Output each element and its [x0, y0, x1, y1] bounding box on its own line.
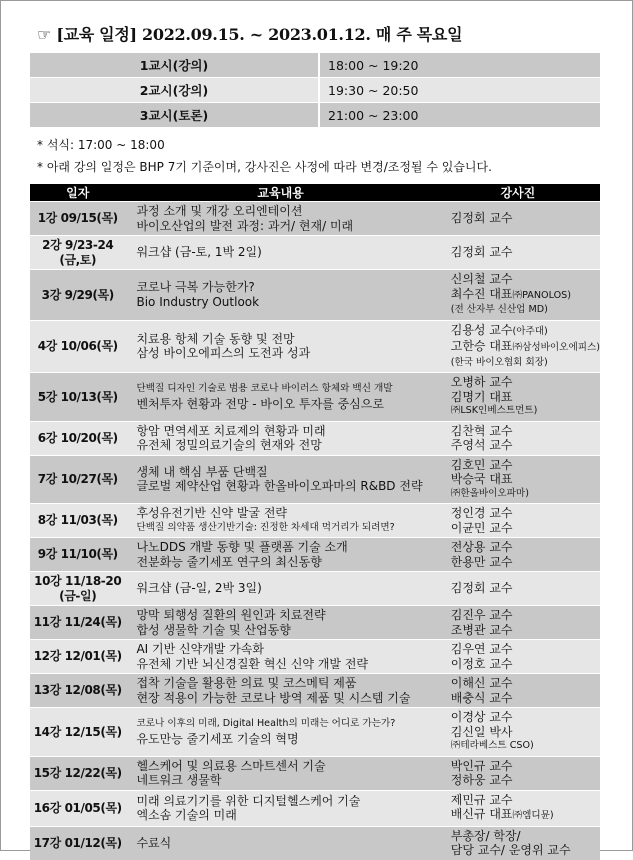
- date-line: 13강 12/08(목): [33, 683, 122, 698]
- table-row: [30, 708, 600, 757]
- instructor-name: 김신일 박사: [450, 724, 513, 739]
- content-line: 전분화능 줄기세포 연구의 최신동향: [136, 554, 322, 569]
- session-instructors: [436, 455, 600, 504]
- header-instructors: 강사진: [436, 184, 600, 202]
- session-content: [125, 640, 435, 674]
- instructor-name: 신의철 교수: [450, 272, 513, 286]
- content-line: 나노DDS 개발 동향 및 플랫폼 기술 소개: [136, 540, 348, 554]
- meal-note: * 석식: 17:00 ~ 18:00: [37, 138, 165, 152]
- session-instructors: [436, 538, 600, 572]
- instructor-line: [451, 339, 600, 356]
- table-row: [30, 826, 600, 860]
- period-row: [30, 103, 600, 128]
- session-date: [30, 455, 125, 504]
- table-row: [30, 538, 600, 572]
- session-instructors: [436, 572, 600, 606]
- period-name: 1교시(강의): [30, 53, 319, 78]
- instructor-name: 김호민 교수: [450, 457, 513, 472]
- session-content: [125, 606, 435, 640]
- instructor-line: [451, 623, 600, 638]
- instructor-line: [451, 725, 600, 740]
- content-line: 미래 의료기기를 위한 디지털헬스케어 기술: [136, 793, 361, 808]
- instructor-name: ㈜한올바이오파마): [450, 487, 529, 499]
- content-line: 현장 적용이 가능한 코로나 방역 제품 및 시스템 기술: [136, 690, 411, 705]
- session-content: [125, 790, 435, 826]
- instructor-line: [451, 390, 600, 405]
- period-row: [30, 78, 600, 103]
- instructor-line: [451, 793, 600, 808]
- content-line: 벤처투자 현황과 전망 - 바이오 투자를 중심으로: [136, 396, 384, 411]
- date-line: 1강 09/15(목): [37, 211, 118, 226]
- period-table: [30, 53, 600, 128]
- instructor-line: [451, 521, 600, 536]
- table-row: [30, 421, 600, 455]
- instructor-name: 전상용 교수: [450, 540, 513, 554]
- content-line: AI 기반 신약개발 가속화: [136, 642, 264, 656]
- session-instructors: [436, 606, 600, 640]
- instructor-line: [451, 555, 600, 570]
- session-instructors: [436, 756, 600, 790]
- date-line: 10강 11/18-20: [34, 574, 122, 588]
- instructor-name: 김우연 교수: [450, 642, 513, 656]
- pointing-hand-icon: ☞: [37, 25, 52, 44]
- session-instructors: [436, 421, 600, 455]
- session-content: [125, 455, 435, 504]
- instructor-line: [451, 487, 600, 502]
- instructor-line: [451, 829, 600, 844]
- date-line: 16강 01/05(목): [33, 800, 122, 815]
- instructor-affiliation: ㈜엠디뮨): [512, 810, 554, 821]
- instructor-name: 김정회 교수: [450, 581, 513, 596]
- instructor-name: 담당 교수/ 운영위 교수: [450, 843, 571, 857]
- period-time: 21:00 ~ 23:00: [319, 103, 600, 128]
- period-name: 2교시(강의): [30, 78, 319, 103]
- table-row: [30, 373, 600, 422]
- schedule-header: [30, 184, 600, 202]
- date-line: 11강 11/24(목): [33, 615, 122, 630]
- session-date: [30, 504, 125, 538]
- session-date: [30, 421, 125, 455]
- instructor-name: 김찬혁 교수: [450, 423, 513, 438]
- content-line: 항암 면역세포 치료제의 현황과 미래: [136, 423, 326, 438]
- session-instructors: [436, 790, 600, 826]
- table-row: [30, 504, 600, 538]
- instructor-line: [451, 211, 600, 226]
- session-date: [30, 674, 125, 708]
- instructor-line: [451, 287, 600, 304]
- table-row: [30, 606, 600, 640]
- table-row: [30, 674, 600, 708]
- date-line: (금,토): [59, 252, 97, 267]
- header-date: 일자: [30, 184, 125, 202]
- content-line: 유도만능 줄기세포 기술의 혁명: [136, 731, 299, 746]
- table-row: [30, 270, 600, 321]
- session-content: [125, 504, 435, 538]
- instructor-name: 부총장/ 학장/: [450, 828, 521, 843]
- header-content: 교육내용: [125, 184, 435, 202]
- instructor-name: 한용만 교수: [450, 554, 513, 569]
- session-date: [30, 320, 125, 373]
- content-line: 코로나 극복 가능한가?: [136, 280, 255, 295]
- session-content: [125, 674, 435, 708]
- schedule-note: * 아래 강의 일정은 BHP 7기 기준이며, 강사진은 사정에 따라 변경/조정될 수 있습니다.: [37, 160, 492, 174]
- instructor-line: [451, 691, 600, 706]
- instructor-name: 김진우 교수: [450, 608, 513, 622]
- content-line: 합성 생물학 기술 및 산업동향: [136, 622, 291, 637]
- content-line: Bio Industry Outlook: [136, 294, 260, 309]
- session-instructors: [436, 708, 600, 757]
- instructor-line: [451, 404, 600, 419]
- instructor-name: 오병하 교수: [450, 375, 513, 389]
- session-content: [125, 826, 435, 860]
- session-date: [30, 826, 125, 860]
- content-line: 헬스케어 및 의료용 스마트센서 기술: [136, 758, 326, 773]
- instructor-name: 이경상 교수: [450, 710, 513, 724]
- instructor-name: 배신규 대표: [450, 807, 513, 821]
- instructor-line: [451, 676, 600, 691]
- content-line: 유전체 정밀의료기술의 현재와 전망: [136, 438, 322, 452]
- date-line: 7강 10/27(목): [37, 472, 118, 486]
- content-line: 네트워크 생물학: [136, 773, 222, 787]
- session-content: [125, 538, 435, 572]
- instructor-line: [451, 303, 600, 318]
- instructor-line: [451, 458, 600, 473]
- period-row: [30, 53, 600, 78]
- instructor-line: [451, 843, 600, 858]
- instructor-line: [451, 323, 600, 340]
- instructor-affiliation: ㈜PANOLOS): [512, 289, 571, 301]
- date-line: 14강 12/15(목): [33, 724, 122, 739]
- instructor-line: [451, 581, 600, 596]
- content-line: 단백질 디자인 기술로 범용 코로나 바이러스 항체와 백신 개발: [136, 383, 393, 395]
- instructor-name: ㈜테라베스트 CSO): [450, 740, 534, 751]
- content-line: 수료식: [136, 835, 172, 850]
- session-content: [125, 572, 435, 606]
- content-line: 워크샵 (금-토, 1박 2일): [136, 245, 262, 260]
- instructor-line: [451, 245, 600, 260]
- instructor-name: 배충식 교수: [450, 690, 513, 705]
- instructor-line: [451, 424, 600, 439]
- session-instructors: [436, 236, 600, 270]
- instructor-line: [451, 807, 600, 824]
- session-content: [125, 236, 435, 270]
- table-row: [30, 756, 600, 790]
- instructor-affiliation: ㈜삼성바이오에피스): [512, 342, 600, 353]
- instructor-line: [451, 506, 600, 521]
- content-line: 글로벌 제약산업 현황과 한올바이오파마의 R&BD 전략: [136, 479, 423, 494]
- session-date: [30, 538, 125, 572]
- instructor-line: [451, 773, 600, 788]
- instructor-name: 정하웅 교수: [450, 773, 513, 787]
- session-date: [30, 202, 125, 236]
- instructor-line: [451, 739, 600, 754]
- date-line: 2강 9/23-24: [42, 238, 114, 252]
- instructor-name: 최수진 대표: [450, 286, 513, 301]
- table-row: [30, 790, 600, 826]
- session-date: [30, 708, 125, 757]
- session-date: [30, 236, 125, 270]
- session-instructors: [436, 373, 600, 422]
- instructor-name: 이정호 교수: [450, 656, 513, 671]
- table-row: [30, 320, 600, 373]
- session-instructors: [436, 504, 600, 538]
- session-content: [125, 270, 435, 321]
- table-row: [30, 640, 600, 674]
- page-title: [37, 22, 462, 45]
- session-instructors: [436, 674, 600, 708]
- instructor-line: [451, 759, 600, 774]
- session-instructors: [436, 640, 600, 674]
- schedule-table: [30, 184, 600, 860]
- date-line: 15강 12/22(목): [33, 765, 122, 780]
- instructor-line: [451, 657, 600, 672]
- instructor-name: ㈜LSK인베스트먼트): [450, 405, 538, 416]
- session-content: [125, 373, 435, 422]
- period-time: 19:30 ~ 20:50: [319, 78, 600, 103]
- instructor-name: 박승국 대표: [450, 472, 513, 486]
- instructor-name: 김용성 교수: [450, 322, 513, 337]
- date-line: 4강 10/06(목): [37, 339, 118, 353]
- instructor-line: [451, 642, 600, 657]
- session-instructors: [436, 202, 600, 236]
- instructor-name: 제민규 교수: [450, 792, 513, 807]
- session-content: [125, 320, 435, 373]
- instructor-line: [451, 710, 600, 725]
- content-line: 코로나 이후의 미래, Digital Health의 미래는 어디로 가는가?: [136, 718, 396, 730]
- instructor-line: [451, 608, 600, 623]
- date-line: 9강 11/10(목): [37, 547, 118, 562]
- content-line: 삼성 바이오에피스의 도전과 성과: [136, 346, 311, 361]
- session-content: [125, 421, 435, 455]
- date-line: (금-일): [59, 588, 97, 603]
- session-date: [30, 270, 125, 321]
- instructor-name: 조병관 교수: [450, 622, 513, 637]
- session-instructors: [436, 320, 600, 373]
- content-line: 워크샵 (금-일, 2박 3일): [136, 581, 262, 596]
- instructor-line: [451, 472, 600, 487]
- instructor-line: [451, 272, 600, 287]
- instructor-name: 이균민 교수: [450, 520, 513, 535]
- session-date: [30, 640, 125, 674]
- content-line: 생체 내 핵심 부품 단백질: [136, 464, 268, 479]
- instructor-name: 김정회 교수: [450, 245, 513, 260]
- session-content: [125, 756, 435, 790]
- period-name: 3교시(토론): [30, 103, 319, 128]
- content-line: 망막 퇴행성 질환의 원인과 치료전략: [136, 608, 326, 622]
- session-instructors: [436, 270, 600, 321]
- instructor-line: [451, 438, 600, 453]
- instructor-affiliation: (아주대): [512, 325, 548, 337]
- date-line: 8강 11/03(목): [37, 513, 118, 528]
- instructor-name: (전 산자부 신산업 MD): [450, 304, 548, 315]
- content-line: 단백질 의약품 생산기반기술: 진정한 차세대 먹거리가 되려면?: [136, 521, 395, 533]
- session-content: [125, 202, 435, 236]
- session-date: [30, 572, 125, 606]
- instructor-line: [451, 356, 600, 371]
- date-line: 6강 10/20(목): [37, 430, 118, 445]
- date-line: 3강 9/29(목): [41, 287, 114, 302]
- period-time: 18:00 ~ 19:20: [319, 53, 600, 78]
- table-row: [30, 202, 600, 236]
- date-line: 12강 12/01(목): [33, 649, 122, 664]
- session-date: [30, 373, 125, 422]
- instructor-name: 고한승 대표: [450, 339, 513, 353]
- session-date: [30, 790, 125, 826]
- content-line: 후성유전기반 신약 발굴 전략: [136, 506, 288, 520]
- table-row: [30, 572, 600, 606]
- table-row: [30, 236, 600, 270]
- content-line: 접착 기술을 활용한 의료 및 코스메틱 제품: [136, 676, 357, 690]
- content-line: 과정 소개 및 개강 오리엔테이션: [136, 204, 303, 218]
- instructor-name: 주영석 교수: [450, 438, 513, 452]
- instructor-name: 박인규 교수: [450, 758, 513, 773]
- content-line: 엑소솜 기술의 미래: [136, 808, 237, 822]
- session-instructors: [436, 826, 600, 860]
- instructor-line: [451, 375, 600, 390]
- instructor-name: 이해신 교수: [450, 676, 513, 690]
- content-line: 치료용 항체 기술 동향 및 전망: [136, 331, 295, 346]
- table-row: [30, 455, 600, 504]
- title-text: [교육 일정] 2022.09.15. ~ 2023.01.12. 매 주 목요일: [56, 25, 463, 44]
- instructor-name: 정인경 교수: [450, 506, 513, 520]
- content-line: 유전체 기반 뇌신경질환 혁신 신약 개발 전략: [136, 656, 369, 671]
- date-line: 17강 01/12(목): [33, 835, 122, 850]
- instructor-name: (한국 바이오협회 회장): [450, 356, 548, 368]
- instructor-name: 김명기 대표: [450, 389, 513, 404]
- session-content: [125, 708, 435, 757]
- session-date: [30, 756, 125, 790]
- instructor-line: [451, 540, 600, 555]
- content-line: 바이오산업의 발전 과정: 과거/ 현재/ 미래: [136, 218, 354, 233]
- instructor-name: 김정회 교수: [450, 211, 513, 226]
- date-line: 5강 10/13(목): [37, 389, 118, 404]
- session-date: [30, 606, 125, 640]
